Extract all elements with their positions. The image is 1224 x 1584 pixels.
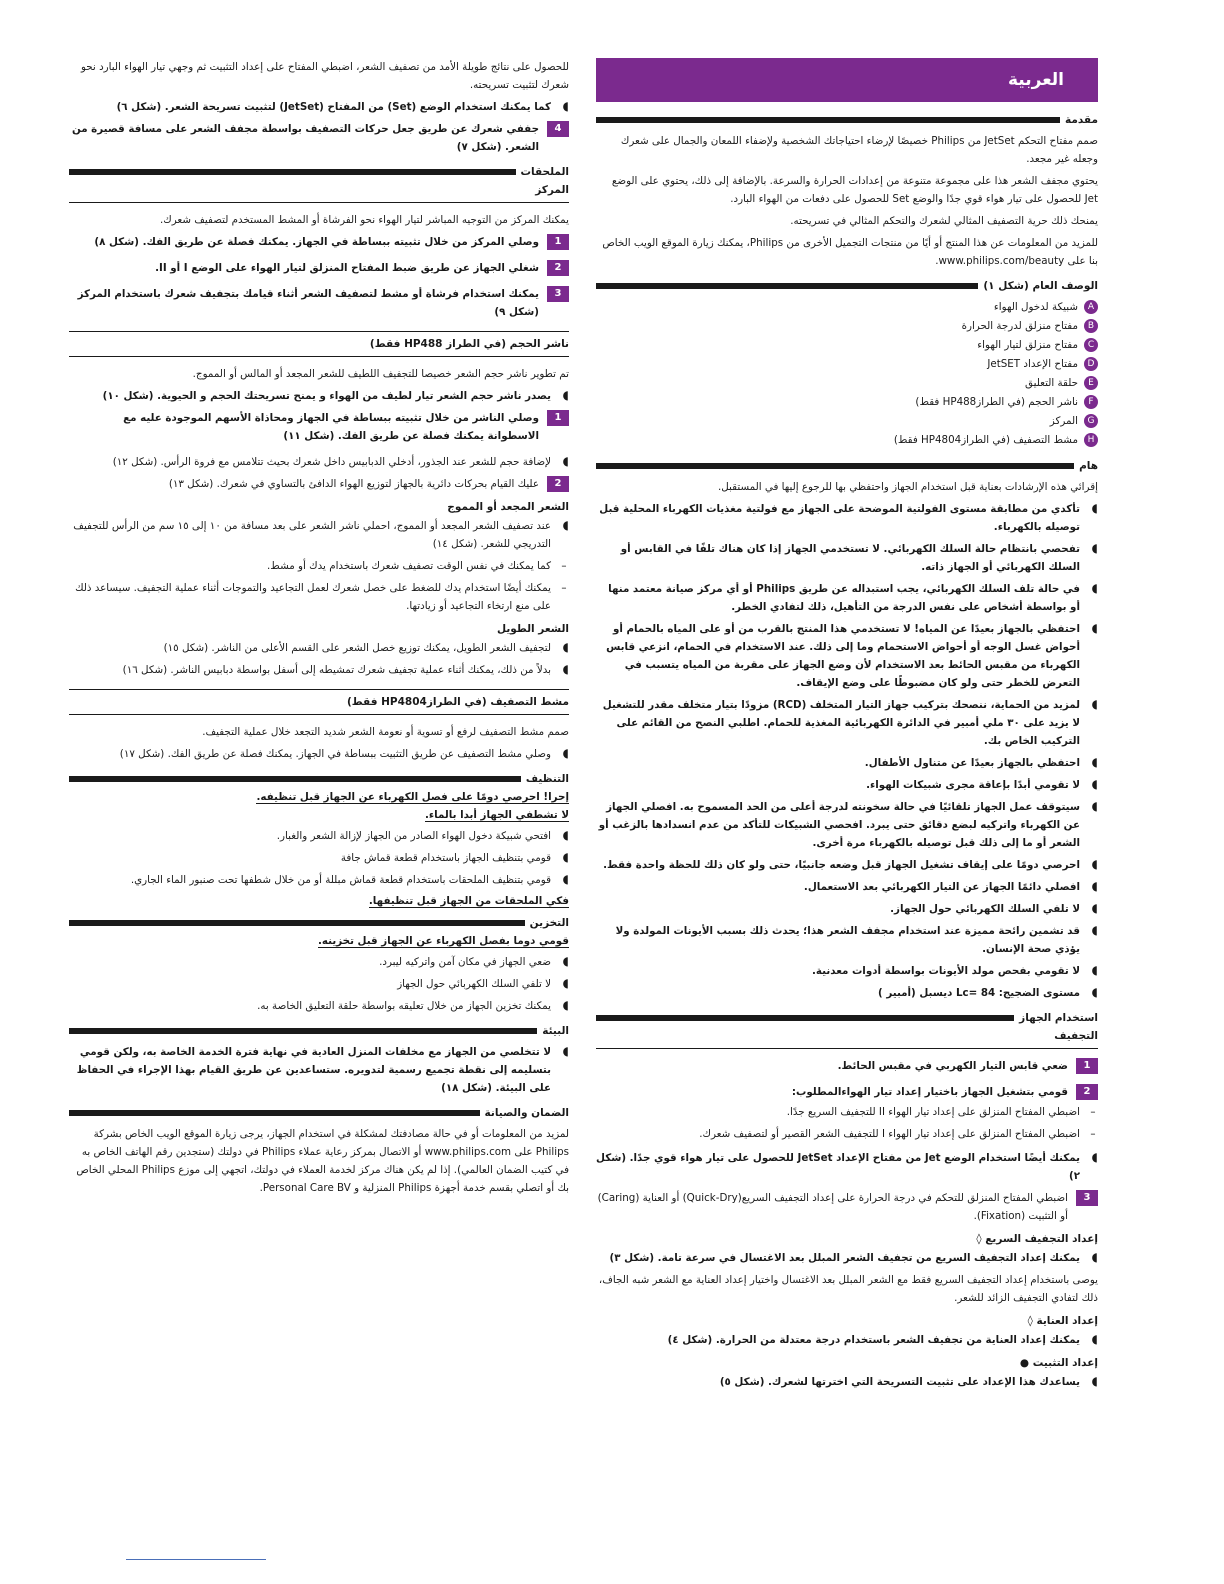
list-item: ◖ قومي بتنظيف الملحقات باستخدام قطعة قماش مبللة أو من خلال شطفها تحت صنبور الماء الجاري.	[69, 871, 569, 889]
language-banner: العربية	[596, 58, 1098, 102]
list-item: ◖ قد تشمين رائحة مميزة عند استخدام مجفف الشعر هذا؛ يحدث ذلك بسبب الأيونات المولدة ولا يؤذي صحة الإنسان.	[596, 922, 1098, 958]
bullet-icon: ◖	[1091, 879, 1098, 893]
bullet-icon: ◖	[1091, 755, 1098, 769]
fixation-heading: إعداد التثبيت ●	[1019, 1357, 1098, 1369]
intro-para: يحتوي مجفف الشعر هذا على مجموعة متنوعة من إعدادات الحرارة والسرعة. بالإضافة إلى ذلك، يحتوي على الوضع Jet للحصول على تيار هواء قوي جدًا والوضع Set للحصول على دفعات من الهواء البارد.	[611, 175, 1098, 205]
bullet-icon: ◖	[562, 828, 569, 842]
bullet-icon: ◖	[562, 998, 569, 1012]
step-number: 2	[547, 476, 569, 492]
list-item: ◖ ضعي الجهاز في مكان آمن واتركيه ليبرد.	[69, 953, 569, 971]
cleaning-warning: إحرا! احرصي دومًا على فصل الكهرباء عن الجهاز قبل تنظيفه.	[256, 791, 569, 803]
list-item: ◖ مستوى الضجيج: Lc= 84 ديسبل (أمبير )	[596, 984, 1098, 1002]
dash-item: – كما يمكنك في نفس الوقت تصفيف شعرك باستخدام يدك أو مشط.	[267, 560, 567, 572]
list-item: ◖ يمكنك إعداد التجفيف السريع من تجفيف الشعر المبلل بعد الاغتسال في سرعة تامة. (شكل ٣)	[596, 1249, 1098, 1267]
list-item: ◖ يمكنك إعداد العناية من تجفيف الشعر باستخدام درجة معتدلة من الحرارة. (شكل ٤)	[596, 1331, 1098, 1349]
step-number: 1	[547, 410, 569, 426]
left-column	[69, 58, 569, 1201]
list-item: ◖ لا تلفي السلك الكهربائي حول الجهاز.	[596, 900, 1098, 918]
usage-heading: استخدام الجهاز	[596, 1012, 1098, 1024]
intro-heading: مقدمة	[596, 114, 1098, 126]
step-number: 1	[1076, 1058, 1098, 1074]
step-number: 1	[547, 234, 569, 250]
bullet-icon: ◖	[1091, 1332, 1098, 1346]
bullet-icon: ◖	[562, 388, 569, 402]
warranty-heading: الضمان والصيانة	[69, 1107, 569, 1119]
storage-warning: قومي دوما بفصل الكهرباء عن الجهاز قبل تخزينه.	[318, 935, 569, 947]
step-item: 2 شغلي الجهاز عن طريق ضبط المفتاح المنزلق لتيار الهواء على الوضع I أو II.	[69, 259, 569, 277]
dash-item: – يمكنك أيضًا استخدام يدك للضغط على خصل شعرك لعمل التجاعيد والتموجات أثناء عملية التجفيف. سيساعد ذلك على منع ارتخاء التجاعيد أو زيادتها.	[75, 582, 567, 612]
list-item: ◖ بدلاً من ذلك، يمكنك أثناء عملية تجفيف شعرك تمشيطه إلى أسفل بواسطة دبابيس الناشر. (شكل ١٦)	[69, 661, 569, 679]
step-number: 2	[1076, 1084, 1098, 1100]
step-item: 1 ضعي قابس التيار الكهربي في مقبس الحائط.	[596, 1057, 1098, 1075]
list-item: ◖ لا تقومي بفحص مولد الأيونات بواسطة أدوات معدنية.	[596, 962, 1098, 980]
list-item: ◖ احرصي دومًا على إيقاف تشغيل الجهاز قبل وضعه جانبيًا، حتى ولو كان ذلك للحظة واحدة فقط.	[596, 856, 1098, 874]
concentrator-para: يمكنك المركز من التوجيه المباشر لتيار الهواء نحو الفرشاة أو المشط المستخدم لتصفيف شعرك.	[159, 214, 569, 226]
drying-heading: التجفيف	[596, 1030, 1098, 1049]
list-item: ◖ يصدر ناشر حجم الشعر تيار لطيف من الهواء و يمنح تسريحتك الحجم و الحيوية. (شكل ١٠)	[69, 387, 569, 405]
list-item: ◖ سيتوقف عمل الجهاز تلقائيًا في حالة سخونته لدرجة أعلى من الحد المسموح به. افصلي الجهاز عن الكهرباء واتركيه لبضع دقائق حتى يبرد. افحصي الشبيكات للتأكد من عدم انسدادها بالزغب أو الشعر أو ما إلى ذلك قبل توصيله بالكهرباء مرة أخرى.	[596, 798, 1098, 852]
list-item: ◖ تفحصي بانتظام حالة السلك الكهربائي. لا تستخدمي الجهاز إذا كان هناك تلفًا في القابس أو السلك الكهربائي أو الجهاز ذاته.	[596, 540, 1098, 576]
quick-dry-heading: إعداد التجفيف السريع ◊	[976, 1233, 1098, 1245]
bullet-icon: ◖	[562, 640, 569, 654]
bullet-icon: ◖	[562, 746, 569, 760]
continued-para: للحصول على نتائج طويلة الأمد من تصفيف الشعر، اضبطي المفتاح على إعداد التثبيت ثم وجهي تيار الهواء البارد نحو شعرك لتثبيت تسريحته.	[80, 61, 569, 91]
bullet-icon: ◖	[1091, 985, 1098, 999]
bullet-icon: ◖	[1091, 777, 1098, 791]
bullet-icon: ◖	[562, 518, 569, 532]
overview-item: B مفتاح منزلق لدرجة الحرارة	[596, 317, 1098, 336]
bullet-icon: ◖	[1091, 923, 1098, 937]
list-item: ◖ كما يمكنك استخدام الوضع (Set) من المفتاح (JetSet) لتثبيت تسريحة الشعر. (شكل ٦)	[69, 98, 569, 116]
bullet-icon: ◖	[1091, 697, 1098, 711]
overview-item: C مفتاح منزلق لتيار الهواء	[596, 336, 1098, 355]
list-item: ◖ يمكنك تخزين الجهاز من خلال تعليقه بواسطة حلقة التعليق الخاصة به.	[69, 997, 569, 1015]
bullet-icon: ◖	[1091, 963, 1098, 977]
overview-item: F ناشر الحجم (في الطرازHP488 فقط)	[596, 393, 1098, 412]
comb-heading: مشط التصفيف (في الطرازHP4804 فقط)	[69, 689, 569, 715]
overview-item: D مفتاح الإعداد JetSET	[596, 355, 1098, 374]
overview-item: G المركز	[596, 412, 1098, 431]
important-heading: هام	[596, 460, 1098, 472]
step-item: 2 عليك القيام بحركات دائرية بالجهاز لتوزيع الهواء الدافئ بالتساوي في شعرك. (شكل ١٣)	[69, 475, 569, 493]
bullet-icon: ◖	[562, 976, 569, 990]
bullet-icon: ◖	[562, 1044, 569, 1058]
list-item: ◖ تأكدي من مطابقة مستوى الفولتية الموضحة على الجهاز مع فولتية مغذيات الكهرباء المحلية قبل توصيله بالكهرباء.	[596, 500, 1098, 536]
bullet-icon: ◖	[562, 99, 569, 113]
intro-para: للمزيد من المعلومات عن هذا المنتج أو أيًا من منتجات التجميل الأخرى من Philips، يمكنك زيارة الموقع الويب الخاص بنا على www.philips.com/beauty.	[602, 237, 1098, 267]
overview-item: H مشط التصفيف (في الطرازHP4804 فقط)	[596, 431, 1098, 450]
list-item: ◖ لا تقومي أبدًا بإعاقة مجرى شبيكات الهواء.	[596, 776, 1098, 794]
list-item: ◖ لتجفيف الشعر الطويل، يمكنك توزيع خصل الشعر على القسم الأعلى من الناشر. (شكل ١٥)	[69, 639, 569, 657]
list-item: ◖ وصلي مشط التصفيف عن طريق التثبيت ببساطة في الجهاز. يمكنك فصلة عن طريق الفك. (شكل ١٧)	[69, 745, 569, 763]
bullet-icon: ◖	[562, 954, 569, 968]
comb-para: صمم مشط التصفيف لرفع أو تسوية أو نعومة الشعر شديد التجعد خلال عملية التجفيف.	[202, 726, 569, 738]
intro-para: صمم مفتاح التحكم JetSet من Philips خصيصًا لإرضاء احتياجاتك الشخصية ولإضفاء اللمعان والجمال على شعرك وجعله غير مجعد.	[620, 135, 1098, 165]
bullet-icon: ◖	[1091, 1250, 1098, 1264]
bullet-icon: ◖	[1091, 857, 1098, 871]
bullet-icon: ◖	[562, 454, 569, 468]
bullet-icon: ◖	[1091, 1150, 1098, 1164]
step-item: 4 جففي شعرك عن طريق جعل حركات التصفيف بواسطة مجفف الشعر على مسافة قصيرة من الشعر. (شكل ٧)	[69, 120, 569, 156]
bullet-icon: ◖	[1091, 799, 1098, 813]
intro-para: يمنحك ذلك حرية التصفيف المثالي لشعرك والتحكم المثالي في تسريحته.	[790, 215, 1098, 227]
step-number: 3	[547, 286, 569, 302]
list-item: ◖ يمكنك أيضًا استخدام الوضع Jet من مفتاح الإعداد JetSet للحصول على تيار هواء قوي جدًا. (شكل ٢)	[596, 1149, 1098, 1185]
long-hair-heading: الشعر الطويل	[496, 623, 569, 635]
dash-item: – اضبطي المفتاح المنزلق على إعداد تيار الهواء II للتجفيف السريع جدًا.	[786, 1106, 1096, 1118]
detach-note: فكي الملحقات من الجهاز قبل تنظيفها.	[368, 895, 569, 907]
step-item: 3 اضبطي المفتاح المنزلق للتحكم في درجة الحرارة على إعداد التجفيف السريع(Quick-Dry) أو العناية (Caring) أو التثبيت (Fixation).	[596, 1189, 1098, 1225]
bullet-icon: ◖	[1091, 541, 1098, 555]
bullet-icon: ◖	[1091, 501, 1098, 515]
bullet-icon: ◖	[562, 662, 569, 676]
list-item: ◖ في حالة تلف السلك الكهربائي، يجب استبداله عن طريق Philips أو أي مركز صيانة معتمد منها أو بواسطة أشخاص على نفس الدرجة من التأهيل، ذلك لتفادي الخطر.	[596, 580, 1098, 616]
list-item: ◖ احتفظي بالجهاز بعيدًا عن المياه! لا تستخدمي هذا المنتج بالقرب من أو على المياه بالحمام أو أحواض غسل الوجه أو أحواض الاستحمام وما إلى ذلك. عند الاستخدام في الحمام، انزعي قابس الكهرباء من مقبس الحائط بعد الاستخدام لأن وضع الجهاز على مقربة من المياه يتسبب في التعرض للخطر حتى ولو كان مضبوطًا على وضع الإيقاف.	[596, 620, 1098, 692]
footer-rule	[126, 1559, 266, 1560]
list-item: ◖ يساعدك هذا الإعداد على تثبيت التسريحة التي اخترتها لشعرك. (شكل ٥)	[596, 1373, 1098, 1391]
care-heading: إعداد العناية ◊	[1027, 1315, 1098, 1327]
cleaning-heading: التنظيف	[69, 773, 569, 785]
accessories-heading: الملحقات	[69, 166, 569, 178]
no-water-warning: لا تشطفي الجهاز أبدا بالماء.	[424, 809, 569, 821]
list-item: ◖ قومي بتنظيف الجهاز باستخدام قطعة قماش جافة	[69, 849, 569, 867]
list-item: ◖ لإضافة حجم للشعر عند الجذور، أدخلي الدبابيس داخل شعرك بحيث تتلامس مع فروة الرأس. (شكل ١٢)	[69, 453, 569, 471]
step-item: 2 قومي بتشغيل الجهاز باختيار إعداد تيار الهواءالمطلوب:	[596, 1083, 1098, 1101]
overview-item: E حلقة التعليق	[596, 374, 1098, 393]
overview-list	[596, 298, 1098, 450]
concentrator-heading: المركز	[69, 184, 569, 203]
list-item: ◖ لمزيد من الحماية، ننصحك بتركيب جهاز التيار المتخلف (RCD) مزودًا بتيار متخلف مقدر للتشغيل لا يزيد على ٣٠ ملي أمبير في الدائرة الكهربائية المغذية للحمام. اطلبي النصح من القائم على التركيب الخاص بك.	[596, 696, 1098, 750]
curly-heading: الشعر المجعد أو المموج	[447, 501, 569, 513]
list-item: ◖ افتحي شبيكة دخول الهواء الصادر من الجهاز لإزالة الشعر والغبار.	[69, 827, 569, 845]
list-item: ◖ عند تصفيف الشعر المجعد أو المموج، احملي ناشر الشعر على بعد مسافة من ١٠ إلى ١٥ سم من الرأس للتجفيف التدريجي للشعر. (شكل ١٤)	[69, 517, 569, 553]
list-item: ◖ افصلي دائمًا الجهاز عن التيار الكهربائي بعد الاستعمال.	[596, 878, 1098, 896]
list-item: ◖ احتفظي بالجهاز بعيدًا عن متناول الأطفال.	[596, 754, 1098, 772]
bullet-icon: ◖	[1091, 621, 1098, 635]
important-intro: إقرائي هذه الإرشادات بعناية قبل استخدام الجهاز واحتفظي بها للرجوع إليها في المستقبل.	[717, 481, 1098, 493]
bullet-icon: ◖	[1091, 901, 1098, 915]
step-number: 3	[1076, 1190, 1098, 1206]
bullet-icon: ◖	[1091, 581, 1098, 595]
diffuser-para: تم تطوير ناشر حجم الشعر خصيصا للتجفيف اللطيف للشعر المجعد أو المالس أو المموج.	[192, 368, 569, 380]
overview-item: A شبيكة لدخول الهواء	[596, 298, 1098, 317]
diffuser-heading: ناشر الحجم (في الطراز HP488 فقط)	[69, 331, 569, 357]
quick-dry-para: يوصى باستخدام إعداد التجفيف السريع فقط مع الشعر المبلل بعد الاغتسال واختيار إعداد العناية مع الشعر شبه الجاف، ذلك لتفادي التجفيف الزائد للشعر.	[598, 1274, 1098, 1304]
bullet-icon: ◖	[562, 850, 569, 864]
list-item: ◖ لا تتخلصي من الجهاز مع مخلفات المنزل العادية في نهاية فترة الخدمة الخاصة به، ولكن قومي بتسليمه إلى نقطة تجميع رسمية لتدويره. ستساعدين عن طريق القيام بهذا الإجراء في الحفاظ على البيئة. (شكل ١٨)	[69, 1043, 569, 1097]
step-item: 1 وصلي الناشر من خلال تثبيته ببساطة في الجهاز ومحاذاة الأسهم الموجودة عليه مع الاسطوانة يمكنك فصلة عن طريق الفك. (شكل ١١)	[69, 409, 569, 445]
list-item: ◖ لا تلفي السلك الكهربائي حول الجهاز	[69, 975, 569, 993]
dash-item: – اضبطي المفتاح المنزلق على إعداد تيار الهواء I للتجفيف الشعر القصير أو لتصفيف شعرك.	[699, 1128, 1096, 1140]
step-item: 3 يمكنك استخدام فرشاة أو مشط لتصفيف الشعر أثناء قيامك بتجفيف شعرك باستخدام المركز (شكل ٩)	[69, 285, 569, 321]
bullet-icon: ◖	[562, 872, 569, 886]
bullet-icon: ◖	[1091, 1374, 1098, 1388]
step-number: 2	[547, 260, 569, 276]
storage-heading: التخزين	[69, 917, 569, 929]
warranty-para: لمزيد من المعلومات أو في حالة مصادفتك لمشكلة في استخدام الجهاز، يرجى زيارة الموقع الويب الخاص بشركة Philips على www.philips.com أو الاتصال بمركز رعاية عملاء Philips في دولتك (ستجدين رقم الهاتف الخاص به في كتيب الضمان العالمي). إذا لم يكن هناك مركز لخدمة العملاء في دولتك، اتجهي إلى موزع Philips المحلي الخاص بك أو اتصلي بقسم خدمة أجهزة Philips المنزلية و Personal Care BV.	[76, 1128, 569, 1194]
environment-heading: البيئة	[69, 1025, 569, 1037]
right-column	[596, 58, 1098, 1395]
overview-heading: الوصف العام (شكل ١)	[596, 280, 1098, 292]
step-item: 1 وصلي المركز من خلال تثبيته ببساطة في الجهاز. يمكنك فصلة عن طريق الفك. (شكل ٨)	[69, 233, 569, 251]
step-number: 4	[547, 121, 569, 137]
